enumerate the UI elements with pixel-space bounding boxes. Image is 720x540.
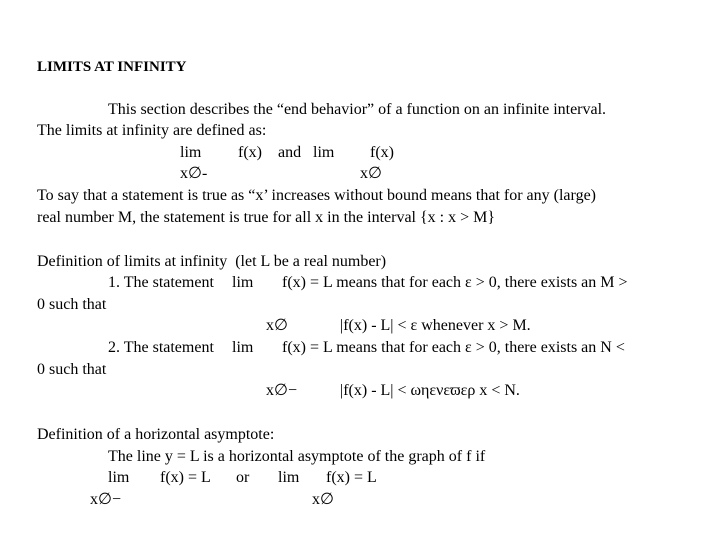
lim-label-2: lim — [313, 144, 335, 161]
definition-item-1-continuation: 0 such that — [37, 296, 107, 313]
intro-line-4: real number M, the statement is true for all x in the interval {x : x > M} — [37, 209, 496, 226]
asymptote-line-1: The line y = L is a horizontal asymptote of the graph of f if — [108, 448, 486, 465]
asymptote-function-2: f(x) = L — [326, 469, 377, 486]
definition-item-2-start: 2. The statement — [108, 339, 214, 356]
asymptote-lim-1: lim — [108, 469, 130, 486]
definition-item-2-continuation: 0 such that — [37, 361, 107, 378]
intro-line-1: This section describes the “end behavior” of a function on an infinite interval. — [108, 101, 607, 118]
intro-line-3: To say that a statement is true as “x’ increases without bound means that for any (large) — [37, 187, 596, 204]
asymptote-heading: Definition of a horizontal asymptote: — [37, 426, 275, 443]
asymptote-lim-2: lim — [278, 469, 300, 486]
limit-subscript-2: x∅ — [360, 165, 382, 182]
definition-heading: Definition of limits at infinity (let L be a real number) — [37, 253, 387, 270]
definition-item-1-start: 1. The statement — [108, 274, 214, 291]
lim-label-1: lim — [180, 144, 202, 161]
and-label: and — [278, 144, 302, 161]
definition-item-2-condition: |f(x) - L| < ωηενεϖερ x < N. — [340, 382, 520, 399]
asymptote-subscript-2: x∅ — [312, 491, 334, 508]
asymptote-subscript-1: x∅− — [90, 491, 121, 508]
definition-item-2-text: f(x) = L means that for each ε > 0, there exists an N < — [282, 339, 625, 356]
function-label-2: f(x) — [370, 144, 394, 161]
page-title: LIMITS AT INFINITY — [37, 59, 187, 75]
definition-item-1-lim: lim — [232, 274, 254, 291]
definition-item-1-condition: |f(x) - L| < ε whenever x > M. — [340, 317, 531, 334]
asymptote-or: or — [236, 469, 250, 486]
asymptote-function-1: f(x) = L — [160, 469, 211, 486]
function-label-1: f(x) — [238, 144, 262, 161]
definition-item-2-lim: lim — [232, 339, 254, 356]
limit-subscript-1: x∅- — [180, 165, 208, 182]
definition-item-2-subscript: x∅− — [266, 382, 297, 399]
definition-item-1-subscript: x∅ — [266, 317, 288, 334]
definition-item-1-text: f(x) = L means that for each ε > 0, there exists an M > — [282, 274, 628, 291]
intro-line-2: The limits at infinity are defined as: — [37, 122, 267, 139]
